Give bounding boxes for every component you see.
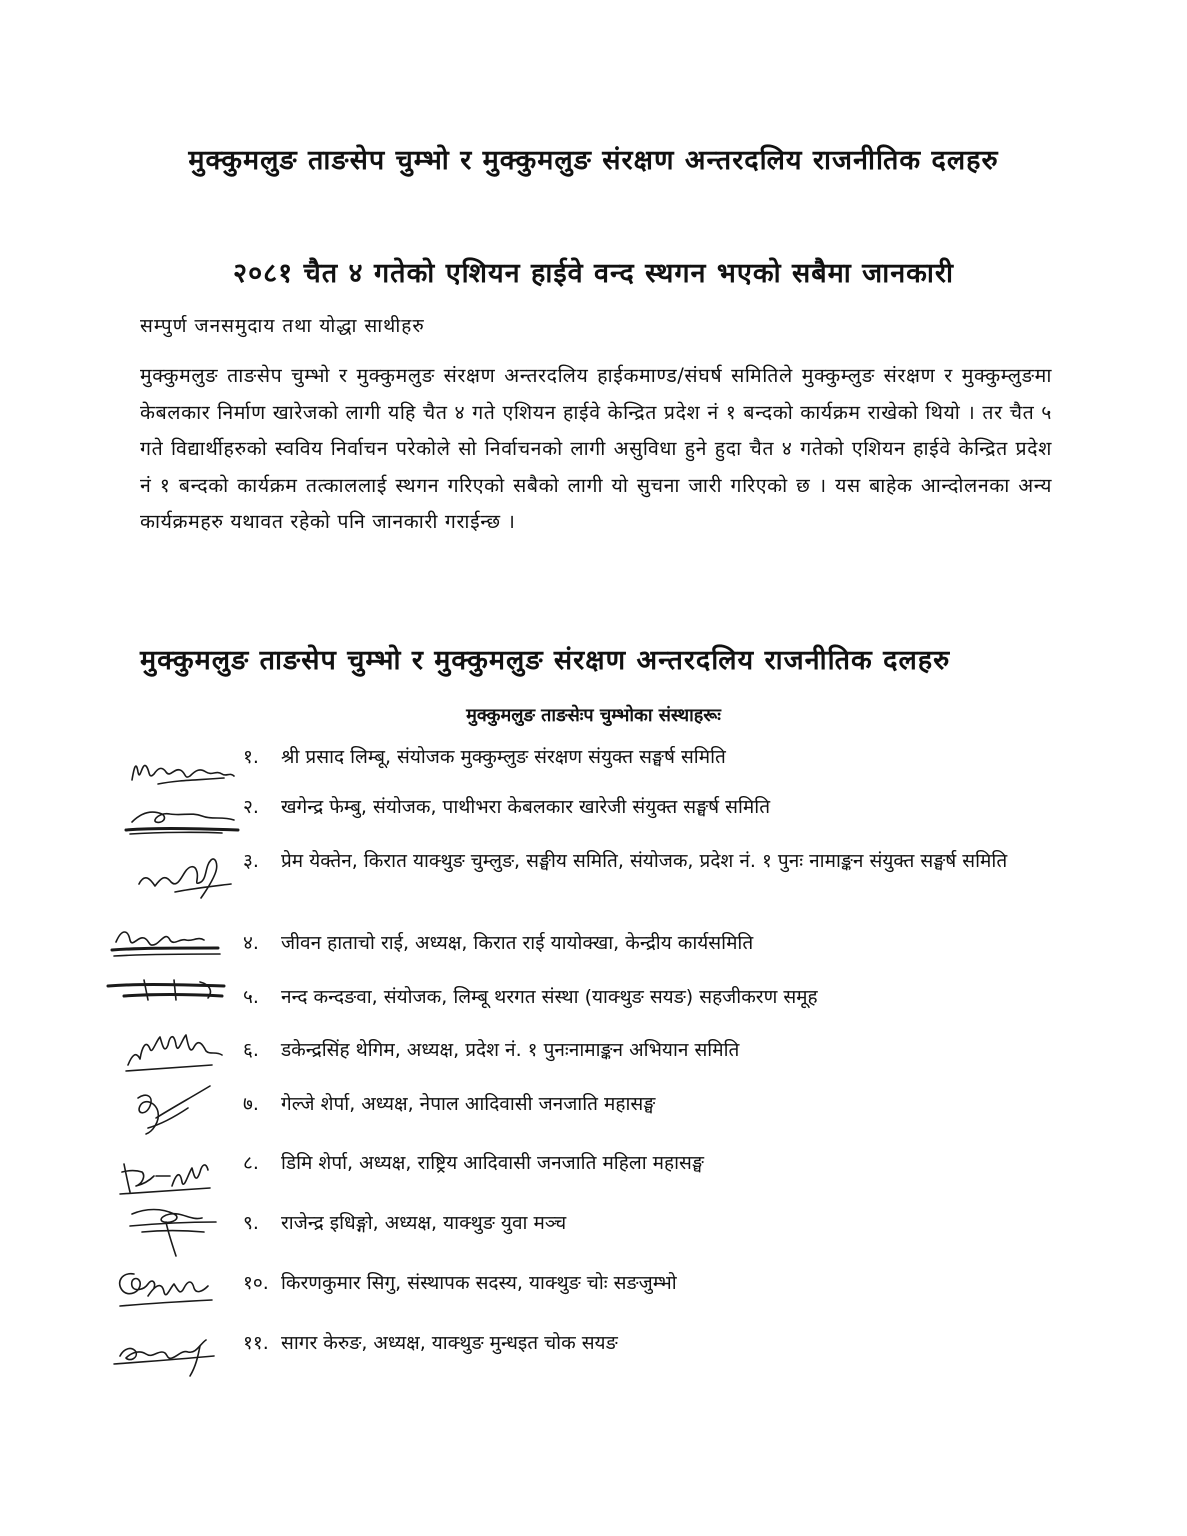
list-item [243,844,1053,878]
list-item [243,790,1053,824]
notice-body: मुक्कुमलुङ ताङसेप चुम्भो र मुक्कुमलुङ संरक्षण अन्तरदलिय हाईकमाण्ड/संघर्ष समितिले मुक्कुम्लुङ संरक्षण र मुक्कुम्लुङमा केबलकार निर्माण खारेजको लागी यहि चैत ४ गते एशियन हाईवे केन्द्रित प्रदेश नं १ बन्दको कार्यक्रम राखेको थियो । तर चैत ५ गते विद्यार्थीहरुको स्वविय निर्वाचन परेकोले सो निर्वाचनको लागी असुविधा हुने हुदा चैत ४ गतेको एशियन हाईवे केन्द्रित प्रदेश नं १ बन्दको कार्यक्रम तत्काललाई स्थगन गरिएको सबैको लागी यो सुचना जारी गरिएको छ । यस बाहेक आन्दोलनका अन्य कार्यक्रमहरु यथावत रहेको पनि जानकारी गराईन्छ । [140,364,1052,533]
signature-1 [128,750,238,792]
list-item-number: १०. [243,1272,269,1294]
salutation: सम्पुर्ण जनसमुदाय तथा योद्धा साथीहरु [140,315,425,337]
list-item-text: डिमि शेर्पा, अध्यक्ष, राष्ट्रिय आदिवासी जनजाति महिला महासङ्घ [281,1152,704,1174]
list-item [243,740,1053,774]
list-item [243,1326,1053,1360]
list-item-number: ३. [243,850,259,872]
list-item-text: जीवन हाताचो राई, अध्यक्ष, किरात राई यायोक्खा, केन्द्रीय कार्यसमिति [281,932,754,954]
signature-10 [112,1266,217,1316]
list-item-number: ७. [243,1093,259,1115]
signature-2 [122,802,242,838]
list-item-text: राजेन्द्र इधिङ्गो, अध्यक्ष, याक्थुङ युवा मञ्च [281,1212,567,1234]
list-item-number: ८. [243,1152,259,1174]
notice-heading: २०८१ चैत ४ गतेको एशियन हाईवे वन्द स्थगन भएको सबैमा जानकारी [233,258,954,289]
list-item-text: गेल्जे शेर्पा, अध्यक्ष, नेपाल आदिवासी जनजाति महासङ्घ [281,1093,656,1115]
list-item [243,1146,1053,1180]
list-item-text: श्री प्रसाद लिम्बू, संयोजक मुक्कुम्लुङ संरक्षण संयुक्त सङ्घर्ष समिति [281,746,726,768]
list-item-text: सागर केरुङ, अध्यक्ष, याक्थुङ मुन्धइत चोक सयङ [281,1332,618,1354]
list-item-text: डकेन्द्रसिंह थेगिम, अध्यक्ष, प्रदेश नं. १ पुनःनामाङ्कन अभियान समिति [281,1039,740,1061]
signature-4 [108,918,223,962]
list-item-text: किरणकुमार सिगु, संस्थापक सदस्य, याक्थुङ चोः सङजुम्भो [281,1272,677,1294]
list-item-number: १. [243,746,259,768]
list-item-number: ४. [243,932,259,954]
signature-11 [110,1330,220,1380]
list-item [243,1033,1053,1067]
list-item-text: खगेन्द्र फेम्बु, संयोजक, पाथीभरा केबलकार खारेजी संयुक्त सङ्घर्ष समिति [281,796,771,818]
list-item-text: प्रेम येक्तेन, किरात याक्थुङ चुम्लुङ, सङ्घीय समिति, संयोजक, प्रदेश नं. १ पुनः नामाङ्कन संयुक्त सङ्घर्ष समिति [281,850,1008,872]
list-item-number: ५. [243,986,259,1008]
organizations-heading: मुक्कुमलुङ ताङसेःप चुम्भोका संस्थाहरूः [466,705,721,726]
list-item [243,1266,1053,1300]
list-item [243,980,1053,1014]
document-title: मुक्कुमलुङ ताङसेप चुम्भो र मुक्कुमलुङ संरक्षण अन्तरदलिय राजनीतिक दलहरु [188,145,999,176]
signature-8 [116,1152,216,1198]
list-item-number: ११. [243,1332,269,1354]
list-item [243,926,1053,960]
list-item-number: ९. [243,1212,259,1234]
signature-7 [128,1078,218,1138]
signature-9 [122,1200,222,1258]
signature-6 [122,1025,234,1077]
signature-5 [104,972,229,1008]
list-item-text: नन्द कन्दङवा, संयोजक, लिम्बू थरगत संस्था (याक्थुङ सयङ) सहजीकरण समूह [281,986,818,1008]
parties-heading: मुक्कुमलुङ ताङसेप चुम्भो र मुक्कुमलुङ संरक्षण अन्तरदलिय राजनीतिक दलहरु [140,645,951,676]
list-item [243,1087,1053,1121]
list-item [243,1206,1053,1240]
signature-3 [135,852,235,902]
list-item-number: २. [243,796,259,818]
list-item-number: ६. [243,1039,259,1061]
